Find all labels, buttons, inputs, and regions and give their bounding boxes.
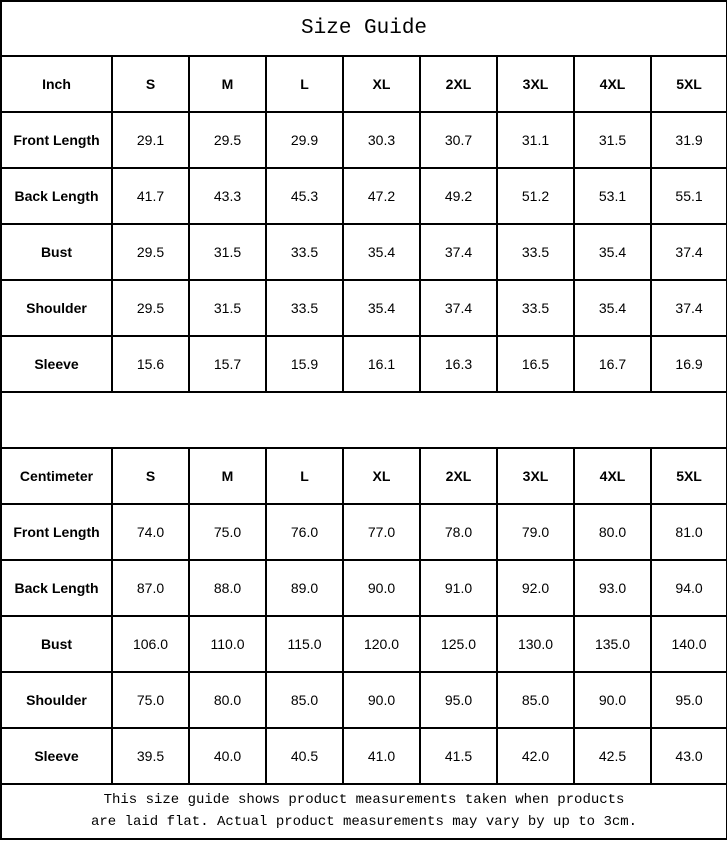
measurement-cell: 90.0: [343, 560, 420, 616]
measurement-cell: 16.7: [574, 336, 651, 392]
measurement-cell: 29.9: [266, 112, 343, 168]
measurement-row: [1, 560, 727, 616]
measurement-cell: 78.0: [420, 504, 497, 560]
measurement-cell: 106.0: [112, 616, 189, 672]
measurement-cell: 120.0: [343, 616, 420, 672]
measurement-cell: 42.5: [574, 728, 651, 784]
size-column-header: XL: [343, 56, 420, 112]
inch-table-body: [1, 56, 727, 392]
measurement-cell: 33.5: [497, 280, 574, 336]
measurement-cell: 16.5: [497, 336, 574, 392]
size-column-header: S: [112, 56, 189, 112]
row-label: Front Length: [1, 112, 112, 168]
measurement-cell: 95.0: [420, 672, 497, 728]
measurement-cell: 115.0: [266, 616, 343, 672]
measurement-cell: 37.4: [420, 280, 497, 336]
table-spacer: [1, 392, 727, 448]
measurement-cell: 140.0: [651, 616, 727, 672]
size-column-header: S: [112, 448, 189, 504]
measurement-cell: 15.9: [266, 336, 343, 392]
measurement-cell: 80.0: [189, 672, 266, 728]
measurement-cell: 29.5: [112, 224, 189, 280]
measurement-cell: 94.0: [651, 560, 727, 616]
size-column-header: L: [266, 448, 343, 504]
measurement-row: [1, 224, 727, 280]
measurement-cell: 31.5: [574, 112, 651, 168]
measurement-cell: 40.0: [189, 728, 266, 784]
measurement-cell: 31.9: [651, 112, 727, 168]
title-section: [1, 1, 727, 56]
measurement-cell: 33.5: [266, 280, 343, 336]
measurement-cell: 35.4: [343, 280, 420, 336]
row-label: Sleeve: [1, 336, 112, 392]
size-column-header: M: [189, 56, 266, 112]
measurement-cell: 87.0: [112, 560, 189, 616]
measurement-cell: 15.7: [189, 336, 266, 392]
unit-header: Inch: [1, 56, 112, 112]
row-label: Bust: [1, 224, 112, 280]
measurement-cell: 29.5: [189, 112, 266, 168]
footer-section: [1, 784, 727, 839]
measurement-cell: 43.3: [189, 168, 266, 224]
measurement-row: [1, 504, 727, 560]
measurement-cell: 42.0: [497, 728, 574, 784]
footer-line-1: This size guide shows product measurements taken when products: [103, 791, 625, 808]
measurement-row: [1, 112, 727, 168]
measurement-cell: 77.0: [343, 504, 420, 560]
title-row: [1, 1, 727, 56]
size-column-header: 2XL: [420, 56, 497, 112]
cm-table-body: [1, 448, 727, 784]
measurement-row: [1, 336, 727, 392]
measurement-cell: 135.0: [574, 616, 651, 672]
size-column-header: 3XL: [497, 448, 574, 504]
row-label: Shoulder: [1, 280, 112, 336]
page-title: Size Guide: [1, 1, 727, 56]
size-column-header: 3XL: [497, 56, 574, 112]
measurement-cell: 125.0: [420, 616, 497, 672]
measurement-cell: 30.3: [343, 112, 420, 168]
measurement-cell: 76.0: [266, 504, 343, 560]
measurement-cell: 41.0: [343, 728, 420, 784]
measurement-cell: 74.0: [112, 504, 189, 560]
measurement-cell: 16.9: [651, 336, 727, 392]
measurement-cell: 33.5: [497, 224, 574, 280]
measurement-cell: 37.4: [651, 224, 727, 280]
size-header-row: [1, 448, 727, 504]
measurement-cell: 31.1: [497, 112, 574, 168]
measurement-cell: 88.0: [189, 560, 266, 616]
measurement-row: [1, 168, 727, 224]
measurement-cell: 79.0: [497, 504, 574, 560]
table-spacer-row: [1, 392, 727, 448]
measurement-row: [1, 616, 727, 672]
measurement-row: [1, 672, 727, 728]
measurement-cell: 33.5: [266, 224, 343, 280]
measurement-cell: 31.5: [189, 280, 266, 336]
measurement-cell: 16.1: [343, 336, 420, 392]
size-column-header: 4XL: [574, 56, 651, 112]
measurement-cell: 130.0: [497, 616, 574, 672]
measurement-cell: 37.4: [420, 224, 497, 280]
footer-line-2: are laid flat. Actual product measurements may vary by up to 3cm.: [90, 813, 638, 830]
measurement-cell: 16.3: [420, 336, 497, 392]
measurement-cell: 55.1: [651, 168, 727, 224]
footer-note: [1, 784, 727, 839]
row-label: Back Length: [1, 168, 112, 224]
measurement-cell: 41.7: [112, 168, 189, 224]
measurement-cell: 45.3: [266, 168, 343, 224]
measurement-cell: 81.0: [651, 504, 727, 560]
measurement-cell: 43.0: [651, 728, 727, 784]
measurement-cell: 95.0: [651, 672, 727, 728]
measurement-cell: 90.0: [343, 672, 420, 728]
row-label: Sleeve: [1, 728, 112, 784]
size-column-header: 2XL: [420, 448, 497, 504]
size-column-header: M: [189, 448, 266, 504]
measurement-cell: 15.6: [112, 336, 189, 392]
measurement-cell: 80.0: [574, 504, 651, 560]
measurement-cell: 90.0: [574, 672, 651, 728]
measurement-cell: 51.2: [497, 168, 574, 224]
measurement-cell: 35.4: [343, 224, 420, 280]
measurement-cell: 29.5: [112, 280, 189, 336]
measurement-cell: 29.1: [112, 112, 189, 168]
measurement-row: [1, 728, 727, 784]
measurement-cell: 92.0: [497, 560, 574, 616]
measurement-cell: 41.5: [420, 728, 497, 784]
measurement-cell: 110.0: [189, 616, 266, 672]
size-column-header: 5XL: [651, 448, 727, 504]
spacer-section: [1, 392, 727, 448]
row-label: Bust: [1, 616, 112, 672]
size-column-header: L: [266, 56, 343, 112]
row-label: Front Length: [1, 504, 112, 560]
measurement-cell: 75.0: [112, 672, 189, 728]
measurement-cell: 85.0: [266, 672, 343, 728]
row-label: Shoulder: [1, 672, 112, 728]
measurement-cell: 85.0: [497, 672, 574, 728]
measurement-cell: 53.1: [574, 168, 651, 224]
measurement-cell: 93.0: [574, 560, 651, 616]
measurement-cell: 37.4: [651, 280, 727, 336]
row-label: Back Length: [1, 560, 112, 616]
unit-header: Centimeter: [1, 448, 112, 504]
size-column-header: XL: [343, 448, 420, 504]
measurement-cell: 49.2: [420, 168, 497, 224]
size-header-row: [1, 56, 727, 112]
measurement-cell: 31.5: [189, 224, 266, 280]
measurement-row: [1, 280, 727, 336]
measurement-cell: 91.0: [420, 560, 497, 616]
size-column-header: 5XL: [651, 56, 727, 112]
measurement-cell: 47.2: [343, 168, 420, 224]
measurement-cell: 35.4: [574, 224, 651, 280]
measurement-cell: 39.5: [112, 728, 189, 784]
footer-row: [1, 784, 727, 839]
measurement-cell: 30.7: [420, 112, 497, 168]
measurement-cell: 40.5: [266, 728, 343, 784]
measurement-cell: 35.4: [574, 280, 651, 336]
size-column-header: 4XL: [574, 448, 651, 504]
measurement-cell: 89.0: [266, 560, 343, 616]
measurement-cell: 75.0: [189, 504, 266, 560]
